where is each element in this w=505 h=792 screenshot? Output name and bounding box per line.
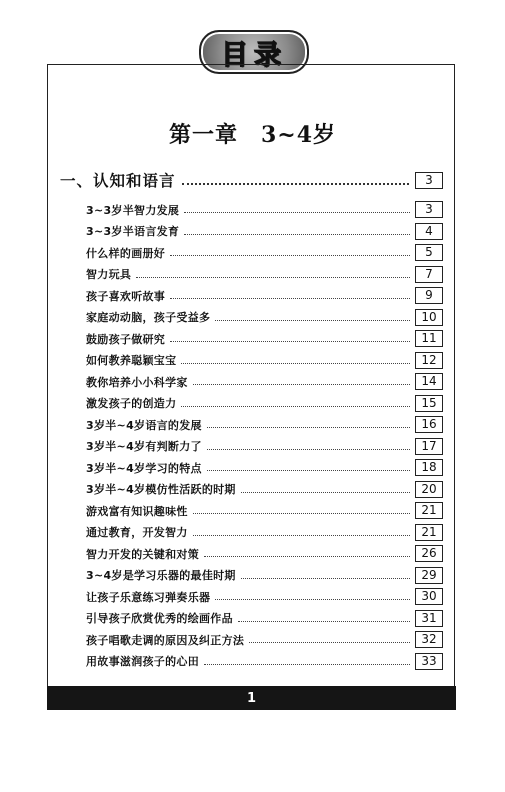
toc-entry[interactable] <box>86 629 443 651</box>
toc-entry-page: 14 <box>415 373 443 390</box>
dot-leader <box>215 320 410 321</box>
toc-entry-title: 教你培养小小科学家 <box>86 375 188 389</box>
toc-section[interactable] <box>60 169 443 191</box>
dot-leader <box>215 599 410 600</box>
toc-entry[interactable] <box>86 393 443 415</box>
dot-leader <box>204 556 410 557</box>
toc-entry-page: 20 <box>415 481 443 498</box>
toc-entry[interactable] <box>86 264 443 286</box>
toc-entry-page: 16 <box>415 416 443 433</box>
toc-entry-page: 10 <box>415 309 443 326</box>
dot-leader <box>181 363 410 364</box>
dot-leader <box>193 384 410 385</box>
toc-entry-page: 30 <box>415 588 443 605</box>
toc-entry-page: 9 <box>415 287 443 304</box>
dot-leader <box>184 212 410 213</box>
dot-leader <box>193 535 410 536</box>
toc-entry-title: 3岁半~4岁语言的发展 <box>86 418 202 432</box>
dot-leader <box>238 621 410 622</box>
toc-entry-title: 用故事滋润孩子的心田 <box>86 655 199 669</box>
toc-entry-title: 激发孩子的创造力 <box>86 397 177 411</box>
toc-entry[interactable] <box>86 651 443 673</box>
dot-leader <box>207 449 410 450</box>
toc-entry[interactable] <box>86 221 443 243</box>
toc-entry-title: 鼓励孩子做研究 <box>86 332 166 346</box>
toc-entry-page: 32 <box>415 631 443 648</box>
toc-entry[interactable] <box>86 371 443 393</box>
toc-entry-page: 18 <box>415 459 443 476</box>
toc-entry[interactable] <box>86 242 443 264</box>
toc-entry-title: 3~4岁是学习乐器的最佳时期 <box>86 569 236 583</box>
toc-entry-page: 21 <box>415 502 443 519</box>
dot-leader <box>193 513 410 514</box>
toc-entry-title: 智力开发的关键和对策 <box>86 547 199 561</box>
toc-entry[interactable] <box>86 350 443 372</box>
toc-entry-page: 11 <box>415 330 443 347</box>
toc-entry-page: 3 <box>415 201 443 218</box>
dot-leader <box>170 298 410 299</box>
toc-entry-title: 引导孩子欣赏优秀的绘画作品 <box>86 612 233 626</box>
toc-entry[interactable] <box>86 307 443 329</box>
contents-badge-text: 目录 <box>221 39 287 71</box>
toc-entry[interactable] <box>86 479 443 501</box>
toc-entry[interactable] <box>86 608 443 630</box>
toc-entry-page: 31 <box>415 610 443 627</box>
toc-entry[interactable] <box>86 328 443 350</box>
toc-entry-page: 12 <box>415 352 443 369</box>
dot-leader <box>241 578 410 579</box>
toc-entry[interactable] <box>86 436 443 458</box>
dot-leader <box>249 642 410 643</box>
toc-entry-title: 孩子唱歌走调的原因及纠正方法 <box>86 633 245 647</box>
toc-entry-page: 5 <box>415 244 443 261</box>
dot-leader <box>136 277 410 278</box>
toc-entry[interactable] <box>86 285 443 307</box>
dot-leader <box>241 492 410 493</box>
toc-entry-title: 什么样的画册好 <box>86 246 166 260</box>
toc-entry-title: 3岁半~4岁模仿性活跃的时期 <box>86 483 236 497</box>
toc-entry[interactable] <box>86 199 443 221</box>
dot-leader <box>181 406 410 407</box>
toc-entry[interactable] <box>86 522 443 544</box>
toc-entry-title: 家庭动动脑，孩子受益多 <box>86 311 211 325</box>
toc-entry-title: 孩子喜欢听故事 <box>86 289 166 303</box>
dot-leader <box>184 234 410 235</box>
toc-entry[interactable] <box>86 457 443 479</box>
section-label: 一、认知和语言 <box>60 171 176 190</box>
page-footer-bar <box>47 686 456 710</box>
toc-entry-page: 4 <box>415 223 443 240</box>
toc-entry-title: 如何教养聪颖宝宝 <box>86 354 177 368</box>
toc-entry[interactable] <box>86 586 443 608</box>
toc-entry-page: 33 <box>415 653 443 670</box>
toc-entry-page: 15 <box>415 395 443 412</box>
page-number: 1 <box>246 690 257 706</box>
dot-leader <box>170 341 410 342</box>
dot-leader <box>182 183 409 185</box>
section-page-number: 3 <box>415 172 443 189</box>
toc-entry[interactable] <box>86 543 443 565</box>
toc-entry[interactable] <box>86 414 443 436</box>
toc-entry[interactable] <box>86 500 443 522</box>
toc-entry-title: 智力玩具 <box>86 268 132 282</box>
toc-entry-title: 通过教育，开发智力 <box>86 526 188 540</box>
toc-entry[interactable] <box>86 565 443 587</box>
toc-entry-title: 3~3岁半智力发展 <box>86 203 180 217</box>
dot-leader <box>207 427 410 428</box>
toc-entry-title: 让孩子乐意练习弹奏乐器 <box>86 590 211 604</box>
dot-leader <box>207 470 410 471</box>
toc-entry-page: 26 <box>415 545 443 562</box>
dot-leader <box>204 664 410 665</box>
toc-entry-page: 21 <box>415 524 443 541</box>
toc-entry-page: 7 <box>415 266 443 283</box>
dot-leader <box>170 255 410 256</box>
toc-entry-title: 游戏富有知识趣味性 <box>86 504 188 518</box>
toc-entry-title: 3~3岁半语言发育 <box>86 225 180 239</box>
toc-entry-list <box>86 199 443 672</box>
toc-entry-page: 17 <box>415 438 443 455</box>
toc-entry-title: 3岁半~4岁有判断力了 <box>86 440 202 454</box>
toc-entry-title: 3岁半~4岁学习的特点 <box>86 461 202 475</box>
toc-entry-page: 29 <box>415 567 443 584</box>
chapter-title: 第一章 3~4岁 <box>168 122 337 148</box>
